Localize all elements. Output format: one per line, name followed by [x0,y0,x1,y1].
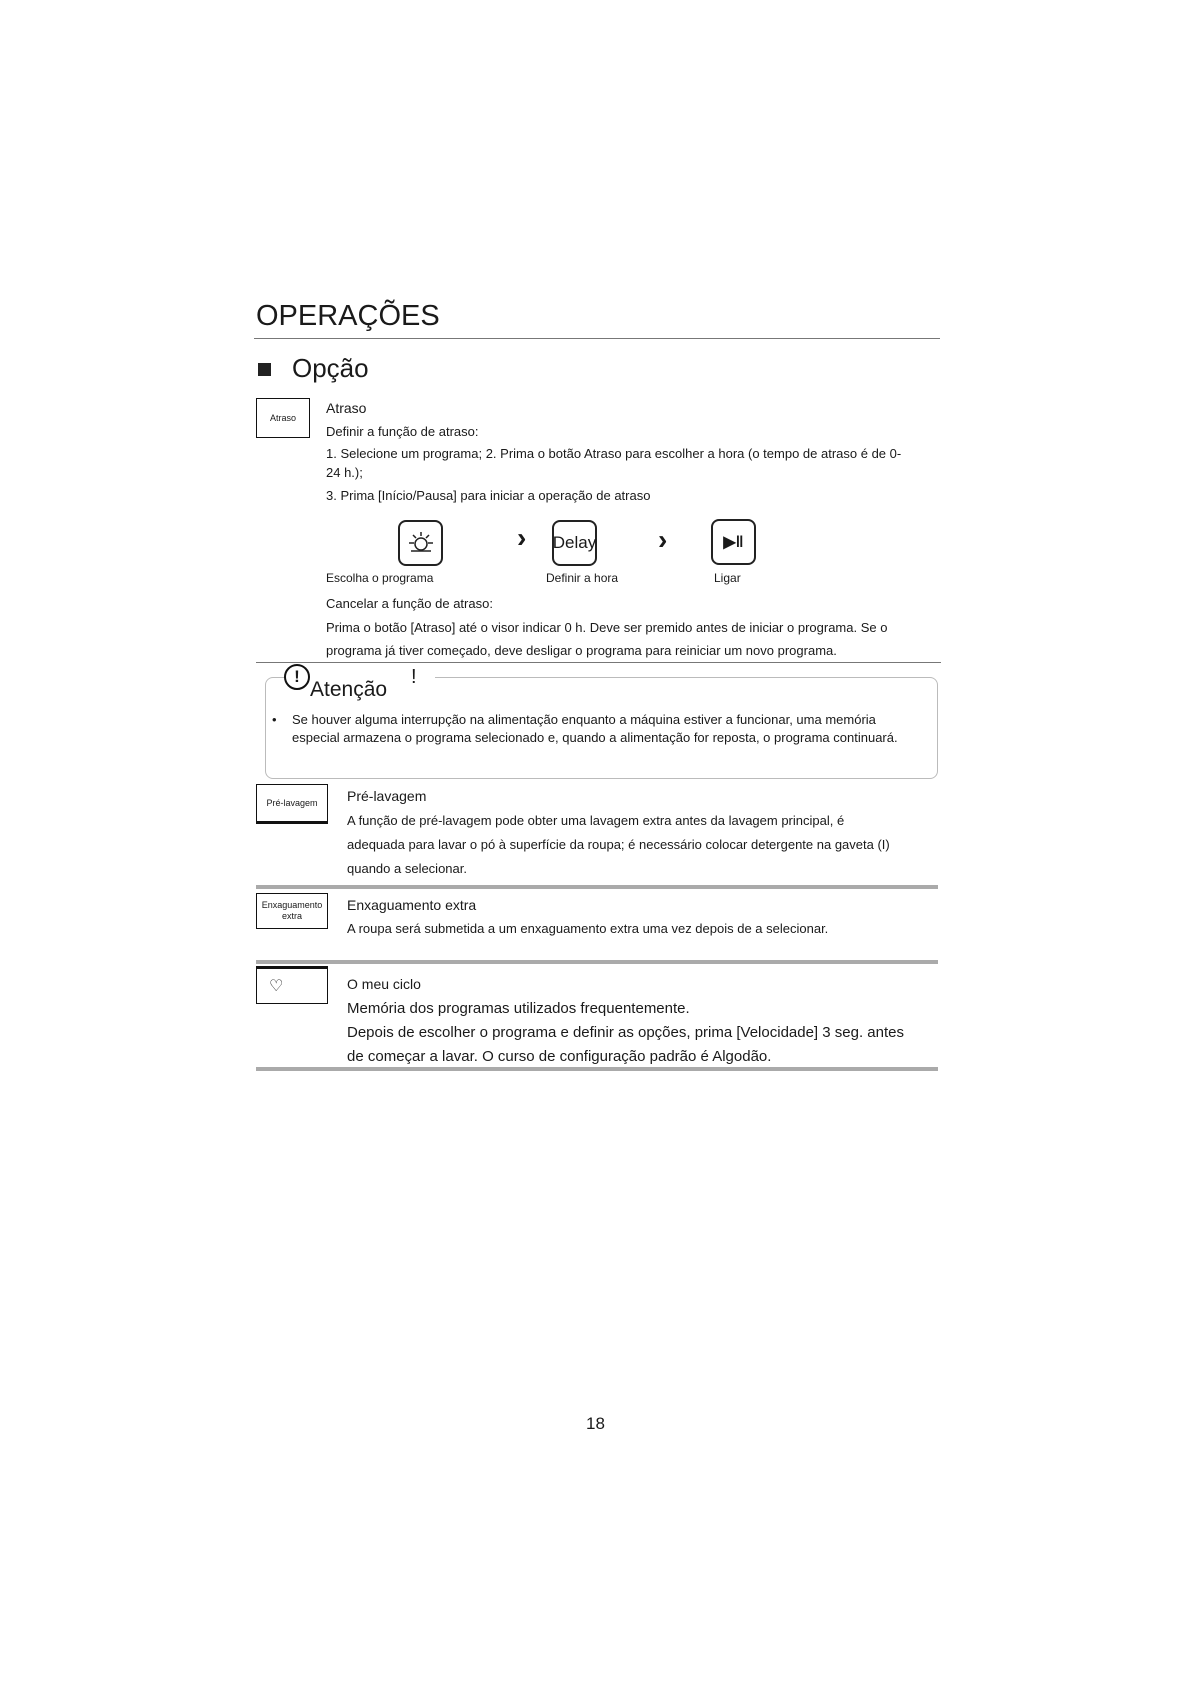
cancel-text: Prima o botão [Atraso] até o visor indicar 0 h. Deve ser premido antes de iniciar o programa. Se o [326,620,888,635]
warning-icon: ! [284,664,310,690]
page-number: 18 [586,1414,605,1433]
cancel-heading: Cancelar a função de atraso: [326,596,493,611]
divider [256,662,941,663]
heart-icon: ♡ [256,966,328,1004]
meuciclo-text: Depois de escolher o programa e definir as opções, prima [Velocidade] 3 seg. antes [347,1024,904,1041]
atraso-button-icon: Atraso [256,398,310,438]
prelavagem-text: quando a selecionar. [347,861,467,876]
divider-bar [256,960,938,964]
chevron-right-icon: › [658,524,668,555]
atraso-heading: Atraso [326,400,367,416]
step-label-time: Definir a hora [546,571,619,585]
meuciclo-text: Memória dos programas utilizados frequentemente. [347,1000,690,1017]
attention-title: Atenção [310,678,388,701]
atraso-step1: 1. Selecione um programa; 2. Prima o botão Atraso para escolher a hora (o tempo de atraso é de 0- [326,446,902,461]
attention-text-cont: especial armazena o programa selecionado e, quando a alimentação for reposta, o programa continuará. [292,730,898,745]
delay-button-icon: Delay [552,520,597,566]
step-label-start: Ligar [714,571,741,585]
divider-bar [256,1067,938,1071]
atraso-subheading: Definir a função de atraso: [326,424,479,439]
prelavagem-text: A função de pré-lavagem pode obter uma lavagem extra antes da lavagem principal, é [347,813,845,828]
bullet: • [272,712,277,727]
meuciclo-text: de começar a lavar. O curso de configuração padrão é Algodão. [347,1048,772,1065]
prelavagem-heading: Pré-lavagem [347,788,427,804]
play-pause-icon: ▶‖ [711,519,756,565]
atraso-step1-cont: 24 h.); [326,465,363,480]
square-bullet-icon [258,363,271,376]
enxaguamento-button-icon: Enxaguamento extra [256,893,328,929]
enxaguamento-heading: Enxaguamento extra [347,897,477,913]
program-knob-icon [398,520,443,566]
title-divider [254,338,940,339]
chevron-right-icon: › [517,522,527,553]
attention-text: Se houver alguma interrupção na alimentação enquanto a máquina estiver a funcionar, uma memória [292,712,876,727]
prelavagem-button-icon: Pré-lavagem [256,784,328,824]
exclamation-mark: ! [411,666,417,688]
divider-bar [256,885,938,889]
step-label-program: Escolha o programa [326,571,434,585]
atraso-step3: 3. Prima [Início/Pausa] para iniciar a operação de atraso [326,488,651,503]
prelavagem-text: adequada para lavar o pó à superfície da roupa; é necessário colocar detergente na gaveta (I) [347,837,890,852]
page-title: OPERAÇÕES [256,300,440,332]
section-heading: Opção [292,353,369,383]
meuciclo-heading: O meu ciclo [347,976,421,992]
cancel-text-cont: programa já tiver começado, deve desligar o programa para reiniciar um novo programa. [326,643,837,658]
enxaguamento-text: A roupa será submetida a um enxaguamento extra uma vez depois de a selecionar. [347,921,829,936]
